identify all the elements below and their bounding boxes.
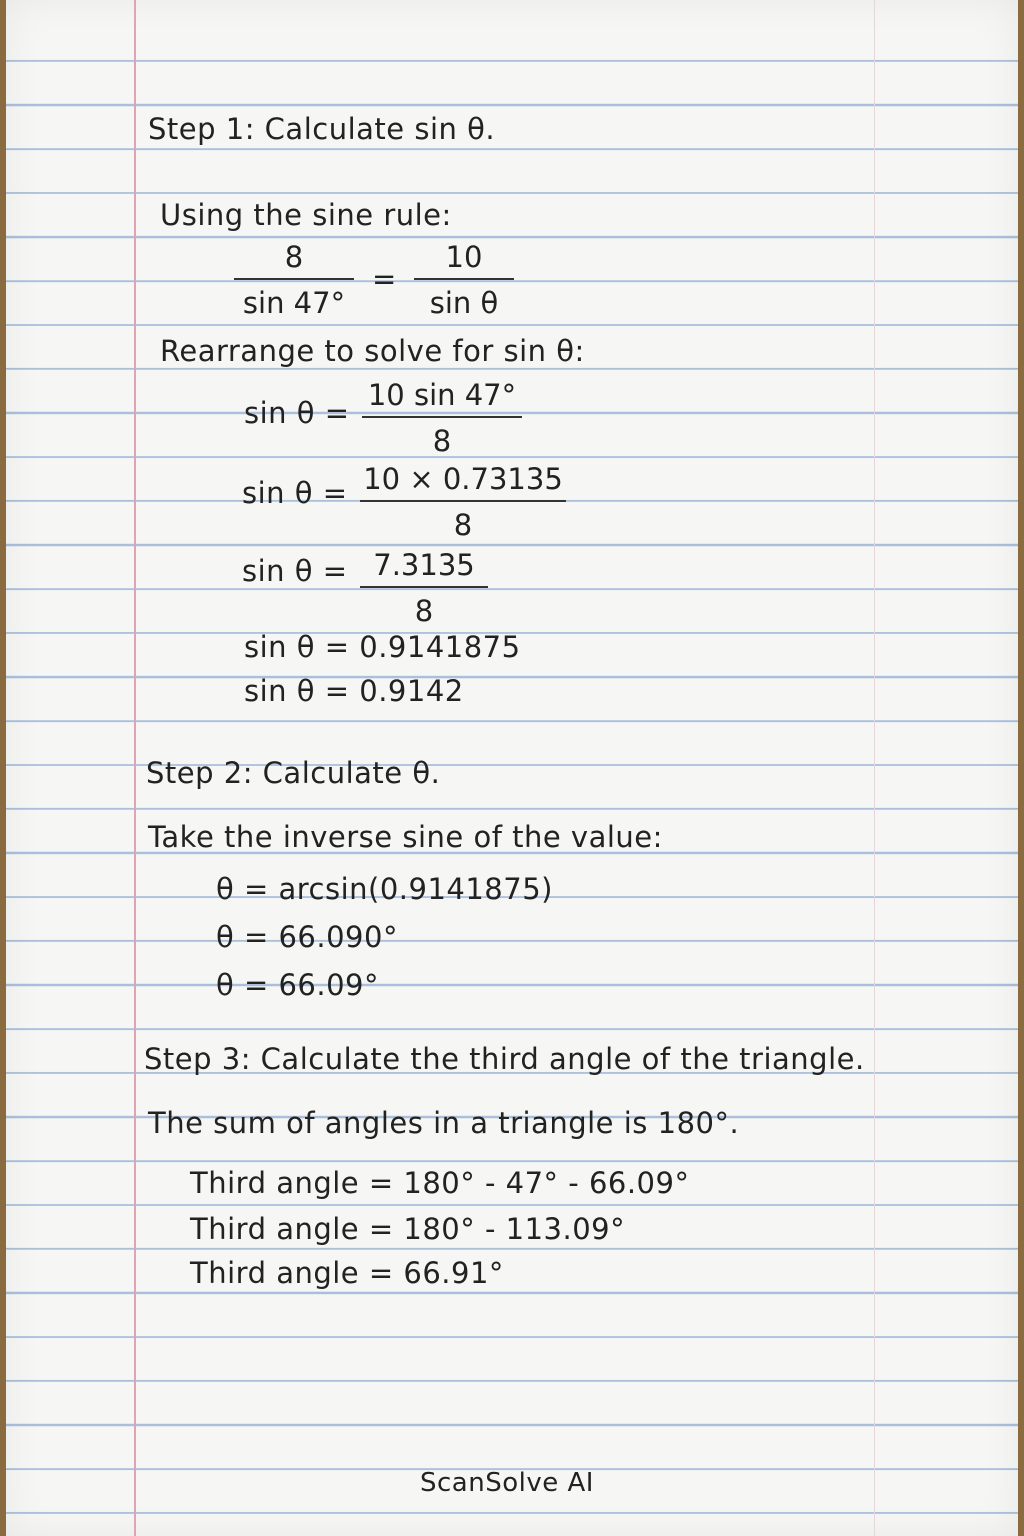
notebook-page [6,0,1018,1536]
step2-eq1: θ = arcsin(0.9141875) [216,872,553,906]
fraction-denominator: 8 [453,508,473,542]
fraction-bar [362,416,522,418]
fraction-bar [360,500,566,502]
eq3-fraction [360,548,488,628]
step1-rearrange: Rearrange to solve for sin θ: [160,334,585,368]
sine-rule-equals: = [372,262,397,296]
fraction-denominator: sin θ [429,286,499,320]
footer-brand: ScanSolve AI [420,1468,594,1498]
sine-rule-left-fraction [234,240,354,320]
fraction-denominator: sin 47° [242,286,346,320]
right-margin-line [874,0,875,1536]
fraction-bar [360,586,488,588]
sine-rule-right-fraction [414,240,514,320]
eq2-fraction [360,462,566,542]
step1-intro: Using the sine rule: [160,198,452,232]
fraction-numerator: 10 [445,240,483,274]
eq5: sin θ = 0.9142 [244,674,464,708]
fraction-denominator: 8 [432,424,452,458]
step3-eq1: Third angle = 180° - 47° - 66.09° [190,1166,690,1200]
fraction-denominator: 8 [414,594,434,628]
fraction-bar [414,278,514,280]
step3-eq2: Third angle = 180° - 113.09° [190,1212,626,1246]
step2-eq3: θ = 66.09° [216,968,379,1002]
step2-heading: Step 2: Calculate θ. [146,756,441,790]
eq2-lhs: sin θ = [242,476,348,510]
fraction-numerator: 10 sin 47° [367,378,517,412]
fraction-bar [234,278,354,280]
eq1-fraction [362,378,522,458]
step3-eq3: Third angle = 66.91° [190,1256,504,1290]
margin-line [134,0,136,1536]
step3-intro: The sum of angles in a triangle is 180°. [148,1106,740,1140]
fraction-numerator: 7.3135 [373,548,475,582]
fraction-numerator: 8 [284,240,304,274]
eq4: sin θ = 0.9141875 [244,630,521,664]
step2-intro: Take the inverse sine of the value: [148,820,663,854]
step1-heading: Step 1: Calculate sin θ. [148,112,496,146]
fraction-numerator: 10 × 0.73135 [363,462,563,496]
eq3-lhs: sin θ = [242,554,348,588]
step2-eq2: θ = 66.090° [216,920,398,954]
eq1-lhs: sin θ = [244,396,350,430]
step3-heading: Step 3: Calculate the third angle of the triangle. [144,1042,865,1076]
